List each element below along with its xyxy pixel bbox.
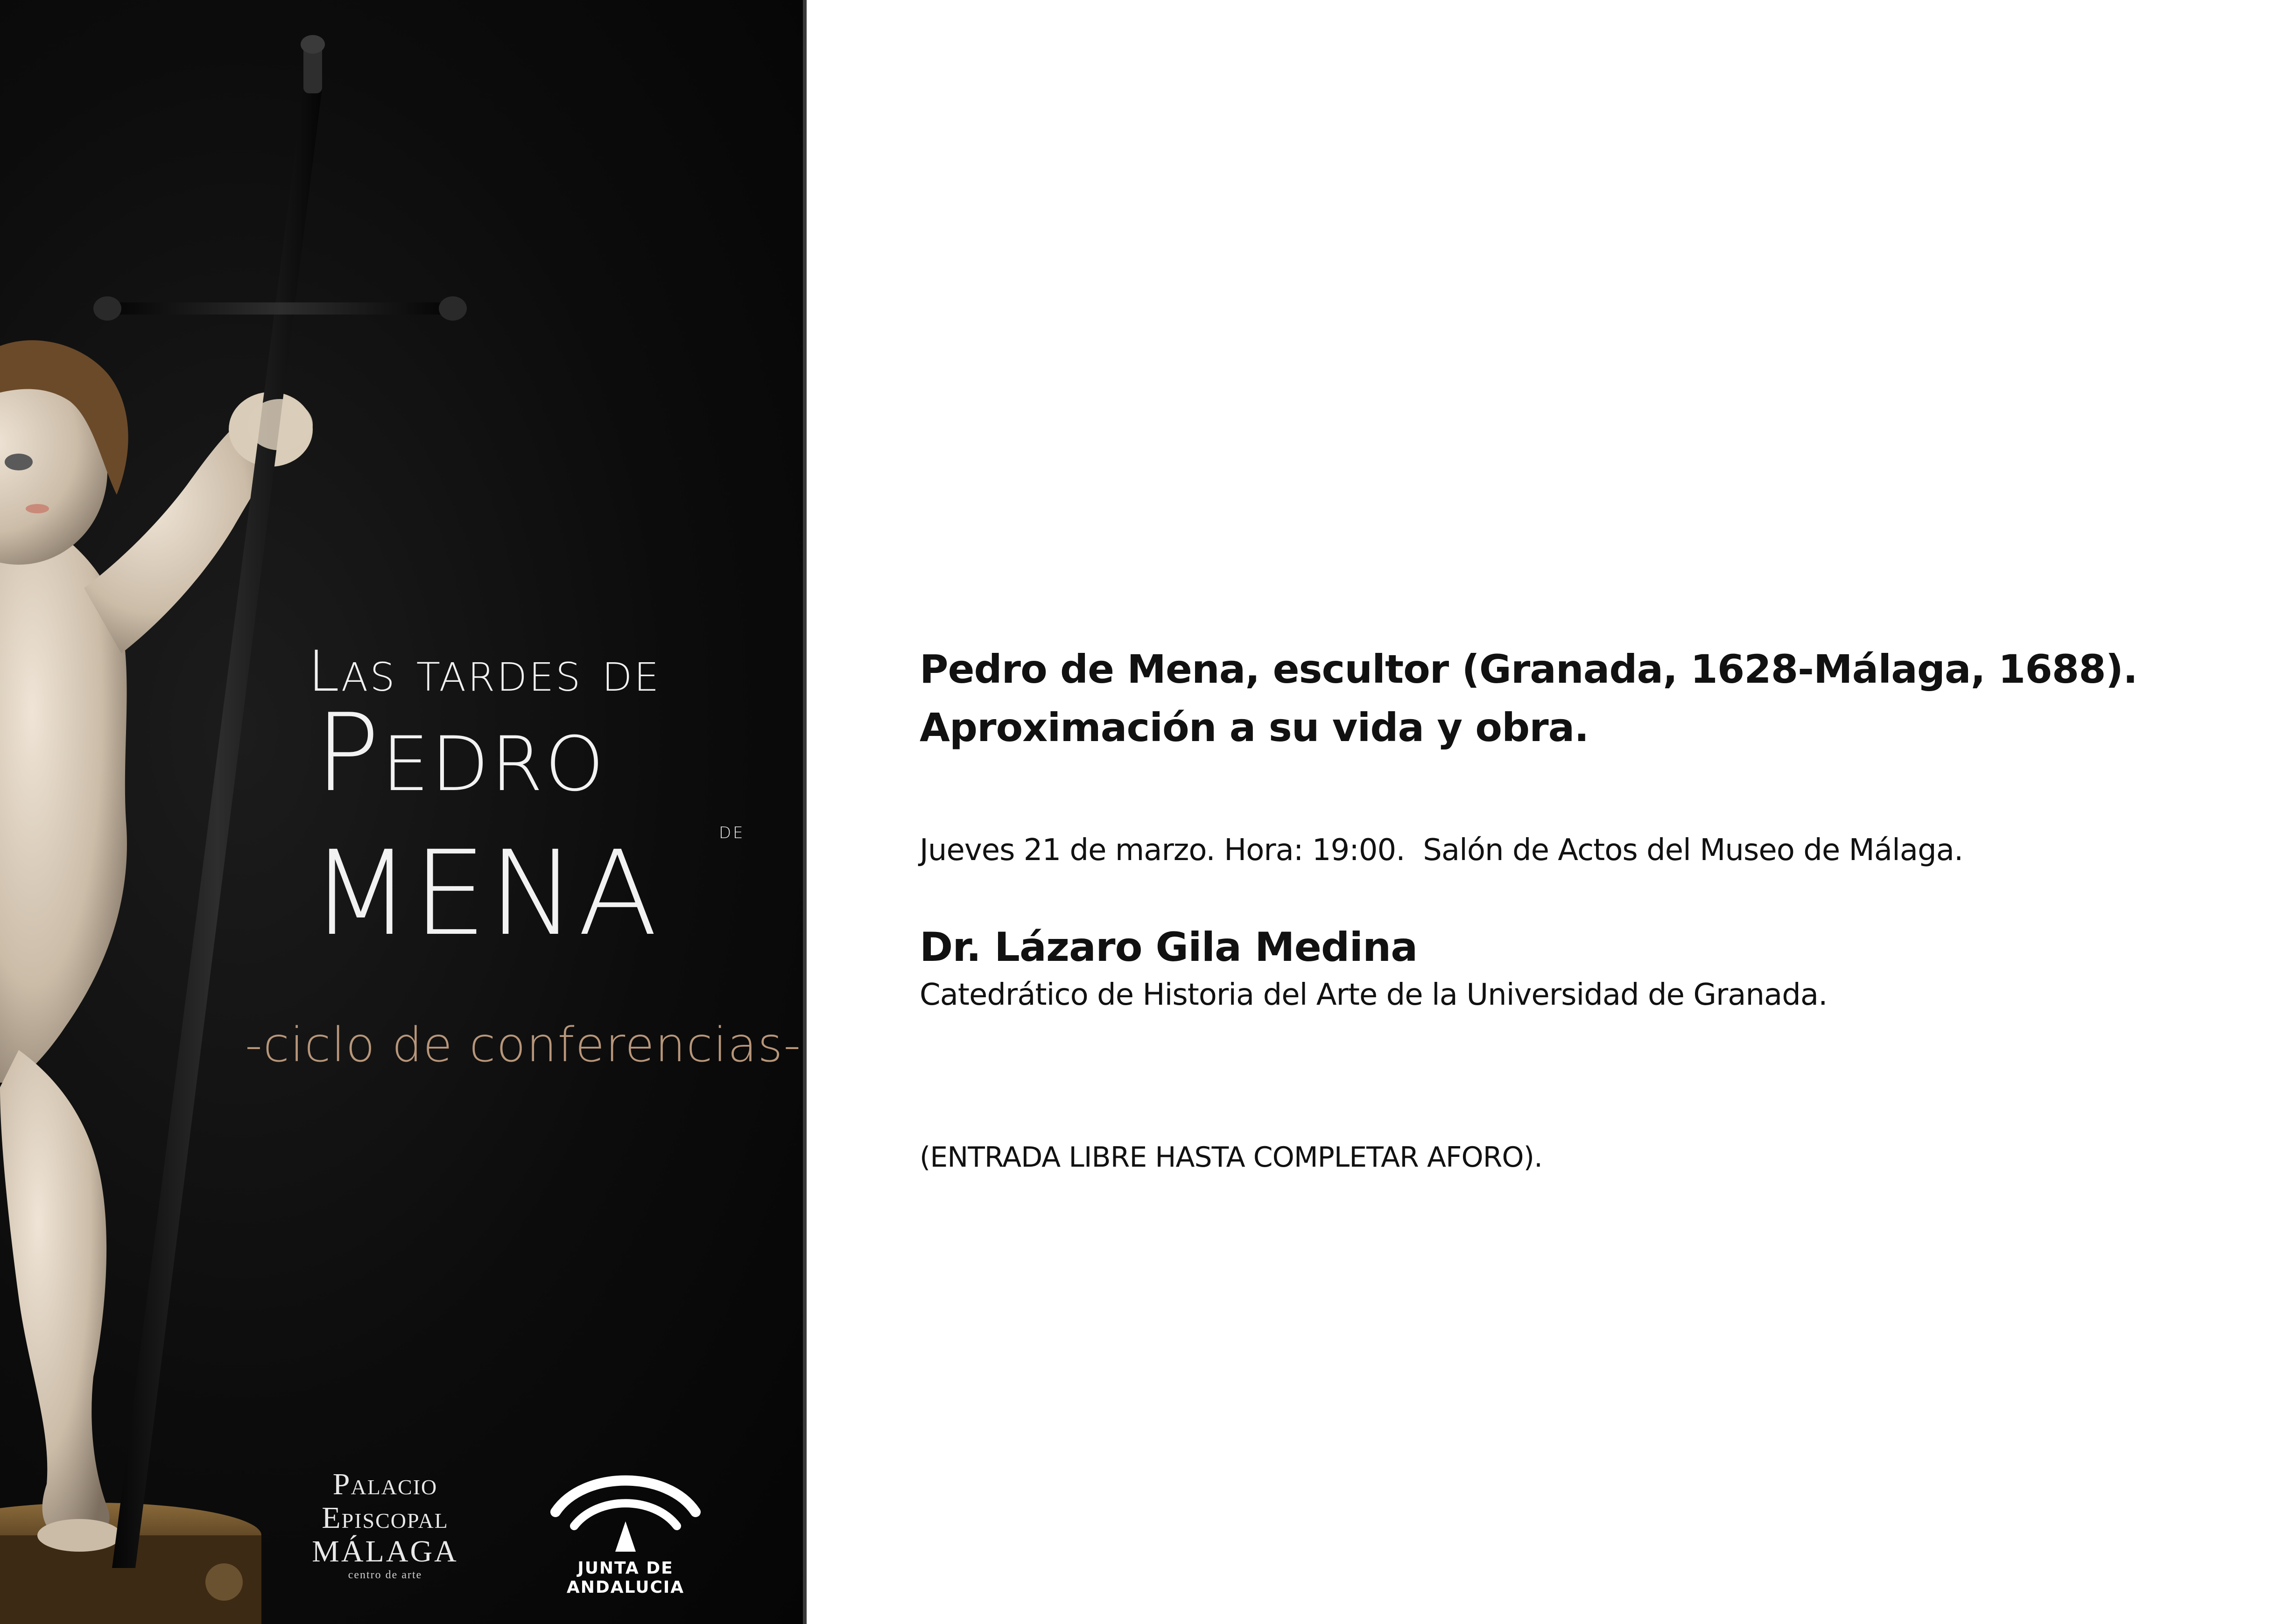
talk-title (920, 640, 2137, 757)
event-details: Jueves 21 de marzo. Hora: 19:00. Salón de Actos del Museo de Málaga. (920, 833, 1963, 868)
palacio-logo-line4: centro de arte (348, 1569, 422, 1581)
speaker-role: Catedrático de Historia del Arte de la Universidad de Granada. (920, 978, 1828, 1012)
junta-emblem-icon (546, 1461, 705, 1554)
palacio-logo-line1: Palacio (332, 1467, 438, 1501)
poster-title-de: DE (719, 824, 745, 842)
talk-title-line1: Pedro de Mena, escultor (Granada, 1628-Málaga, 1688). (920, 646, 2137, 692)
junta-logo-text: JUNTA DE ANDALUCIA (566, 1559, 685, 1597)
poster-divider (803, 0, 807, 1624)
speaker-name: Dr. Lázaro Gila Medina (920, 924, 1418, 971)
palacio-logo-line3: MÁLAGA (312, 1534, 458, 1568)
poster-panel (0, 0, 803, 1624)
talk-title-line2: Aproximación a su vida y obra. (920, 705, 1589, 750)
entry-note: (ENTRADA LIBRE HASTA COMPLETAR AFORO). (920, 1141, 1543, 1174)
poster-title-line3: MENA (310, 826, 660, 961)
palacio-logo-line2: Episcopal (322, 1501, 449, 1535)
poster-title-line2: Pedro (315, 691, 606, 816)
poster-title-line1: Las tardes de (308, 639, 661, 704)
junta-andalucia-logo (532, 1461, 719, 1601)
palacio-episcopal-logo (310, 1468, 460, 1582)
poster-subtitle: -ciclo de conferencias- (245, 1017, 802, 1073)
